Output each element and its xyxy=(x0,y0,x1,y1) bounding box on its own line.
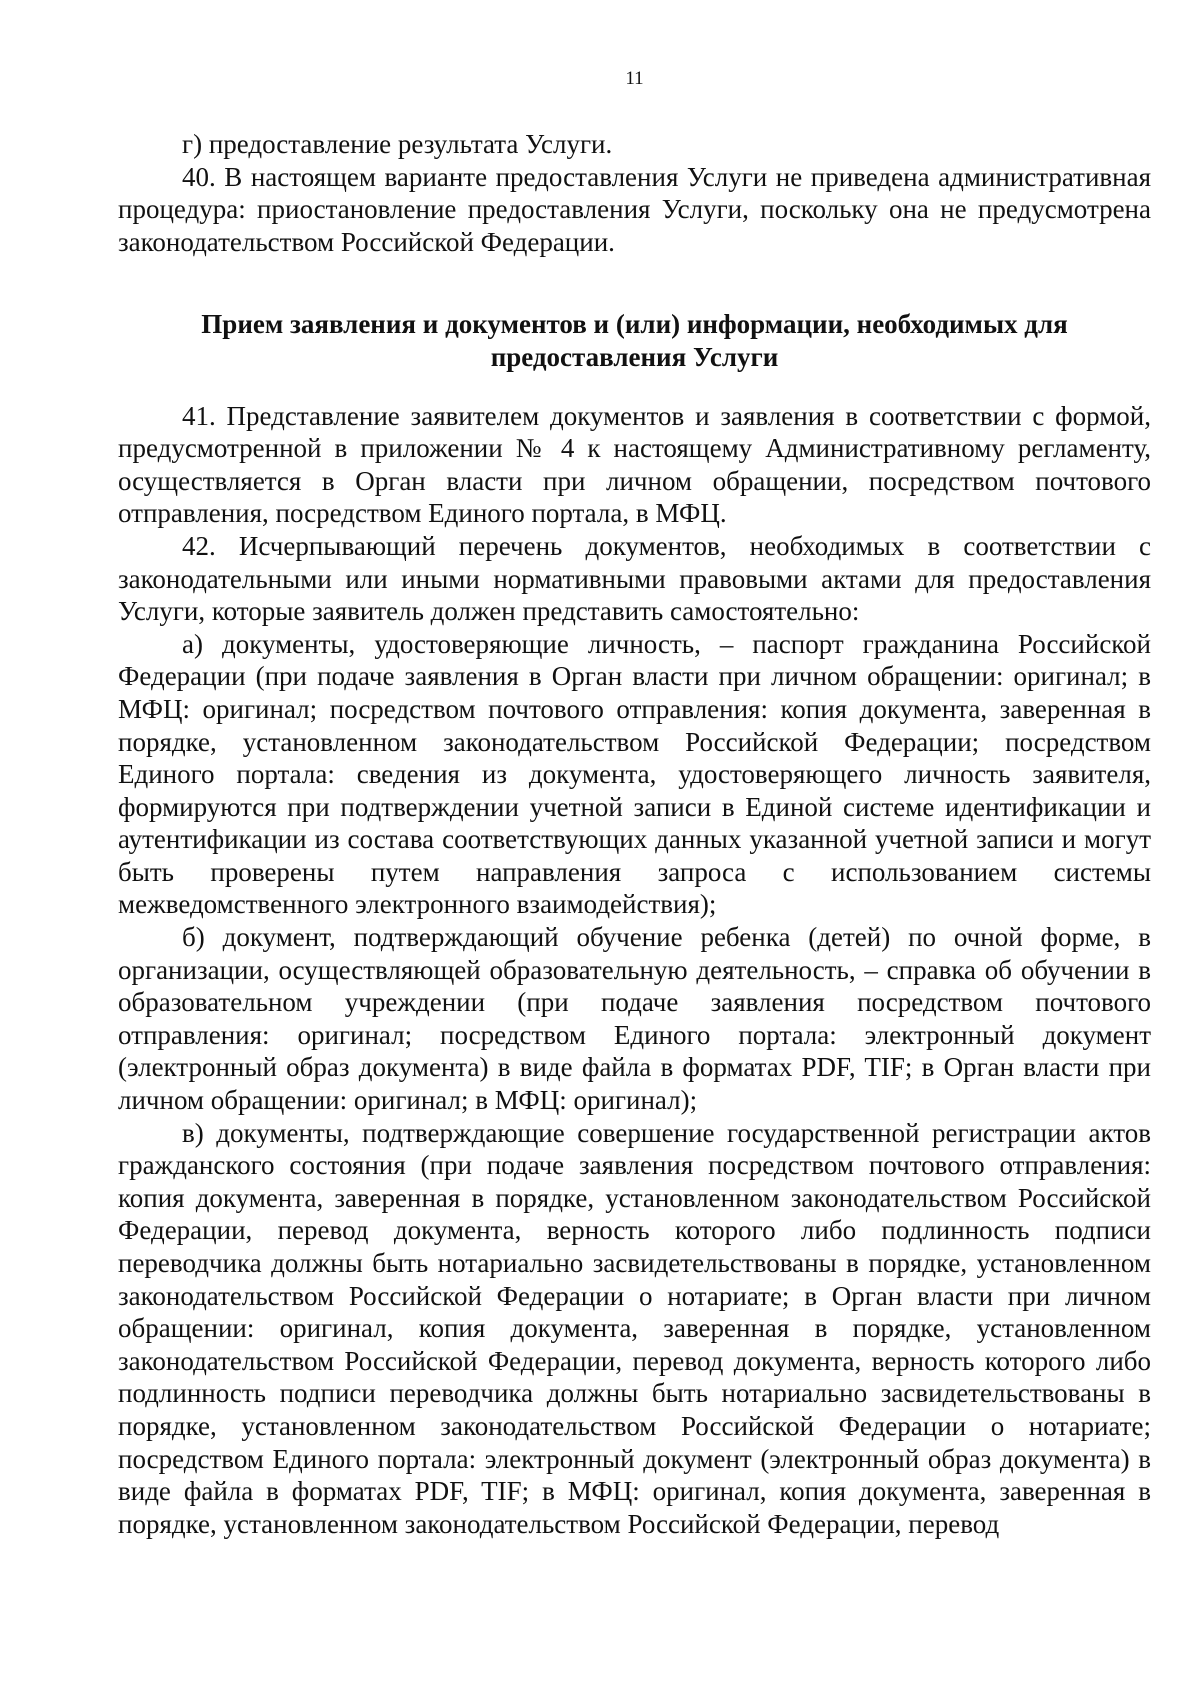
paragraph-42: 42. Исчерпывающий перечень документов, необходимых в соответствии с законодательными или иными нормативными правовыми актами для предоставления Услуги, которые заявитель должен представить самостоятельно: xyxy=(118,530,1151,627)
document-page xyxy=(118,68,1151,1540)
page-number: 11 xyxy=(625,68,644,89)
paragraph-42-a: а) документы, удостоверяющие личность, – паспорт гражданина Российской Федерации (при подаче заявления в Орган власти при личном обращении: оригинал; в МФЦ: оригинал; посредством почтового отправления: копия документа, заверенная в порядке, установленном законодательством Российской Федерации; посредством Единого портала: сведения из документа, удостоверяющего личность заявителя, формируются при подтверждении учетной записи в Единой системе идентификации и аутентификации из состава соответствующих данных указанной учетной записи и могут быть проверены путем направления запроса с использованием системы межведомственного электронного взаимодействия); xyxy=(118,628,1151,920)
paragraph-41: 41. Представление заявителем документов и заявления в соответствии с формой, предусмотренной в приложении № 4 к настоящему Административному регламенту, осуществляется в Орган власти при личном обращении, посредством почтового отправления, посредством Единого портала, в МФЦ. xyxy=(118,400,1151,529)
paragraph-40: 40. В настоящем варианте предоставления Услуги не приведена административная процедура: приостановление предоставления Услуги, поскольку она не предусмотрена законодательством Российской Федерации. xyxy=(118,161,1151,257)
paragraph-42-v: в) документы, подтверждающие совершение государственной регистрации актов гражданского состояния (при подаче заявления посредством почтового отправления: копия документа, заверенная в порядке, установленном законодательством Российской Федерации, перевод документа, верность которого либо подлинность подписи переводчика должны быть нотариально засвидетельствованы в порядке, установленном законодательством Российской Федерации о нотариате; в Орган власти при личном обращении: оригинал, копия документа, заверенная в порядке, установленном законодательством Российской Федерации, перевод документа, верность которого либо подлинность подписи переводчика должны быть нотариально засвидетельствованы в порядке, установленном законодательством Российской Федерации о нотариате; посредством Единого портала: электронный документ (электронный образ документа) в виде файла в форматах PDF, TIF; в МФЦ: оригинал, копия документа, заверенная в порядке, установленном законодательством Российской Федерации, перевод xyxy=(118,1117,1151,1539)
paragraph-42-b: б) документ, подтверждающий обучение ребенка (детей) по очной форме, в организации, осуществляющей образовательную деятельность, – справка об обучении в образовательном учреждении (при подаче заявления посредством почтового отправления: оригинал; посредством Единого портала: электронный документ (электронный образ документа) в виде файла в форматах PDF, TIF; в Орган власти при личном обращении: оригинал; в МФЦ: оригинал); xyxy=(118,922,1151,1116)
section-heading: Прием заявления и документов и (или) информации, необходимых для предоставления Услуги xyxy=(201,309,1068,372)
paragraph-item-g: г) предоставление результата Услуги. xyxy=(182,129,613,159)
